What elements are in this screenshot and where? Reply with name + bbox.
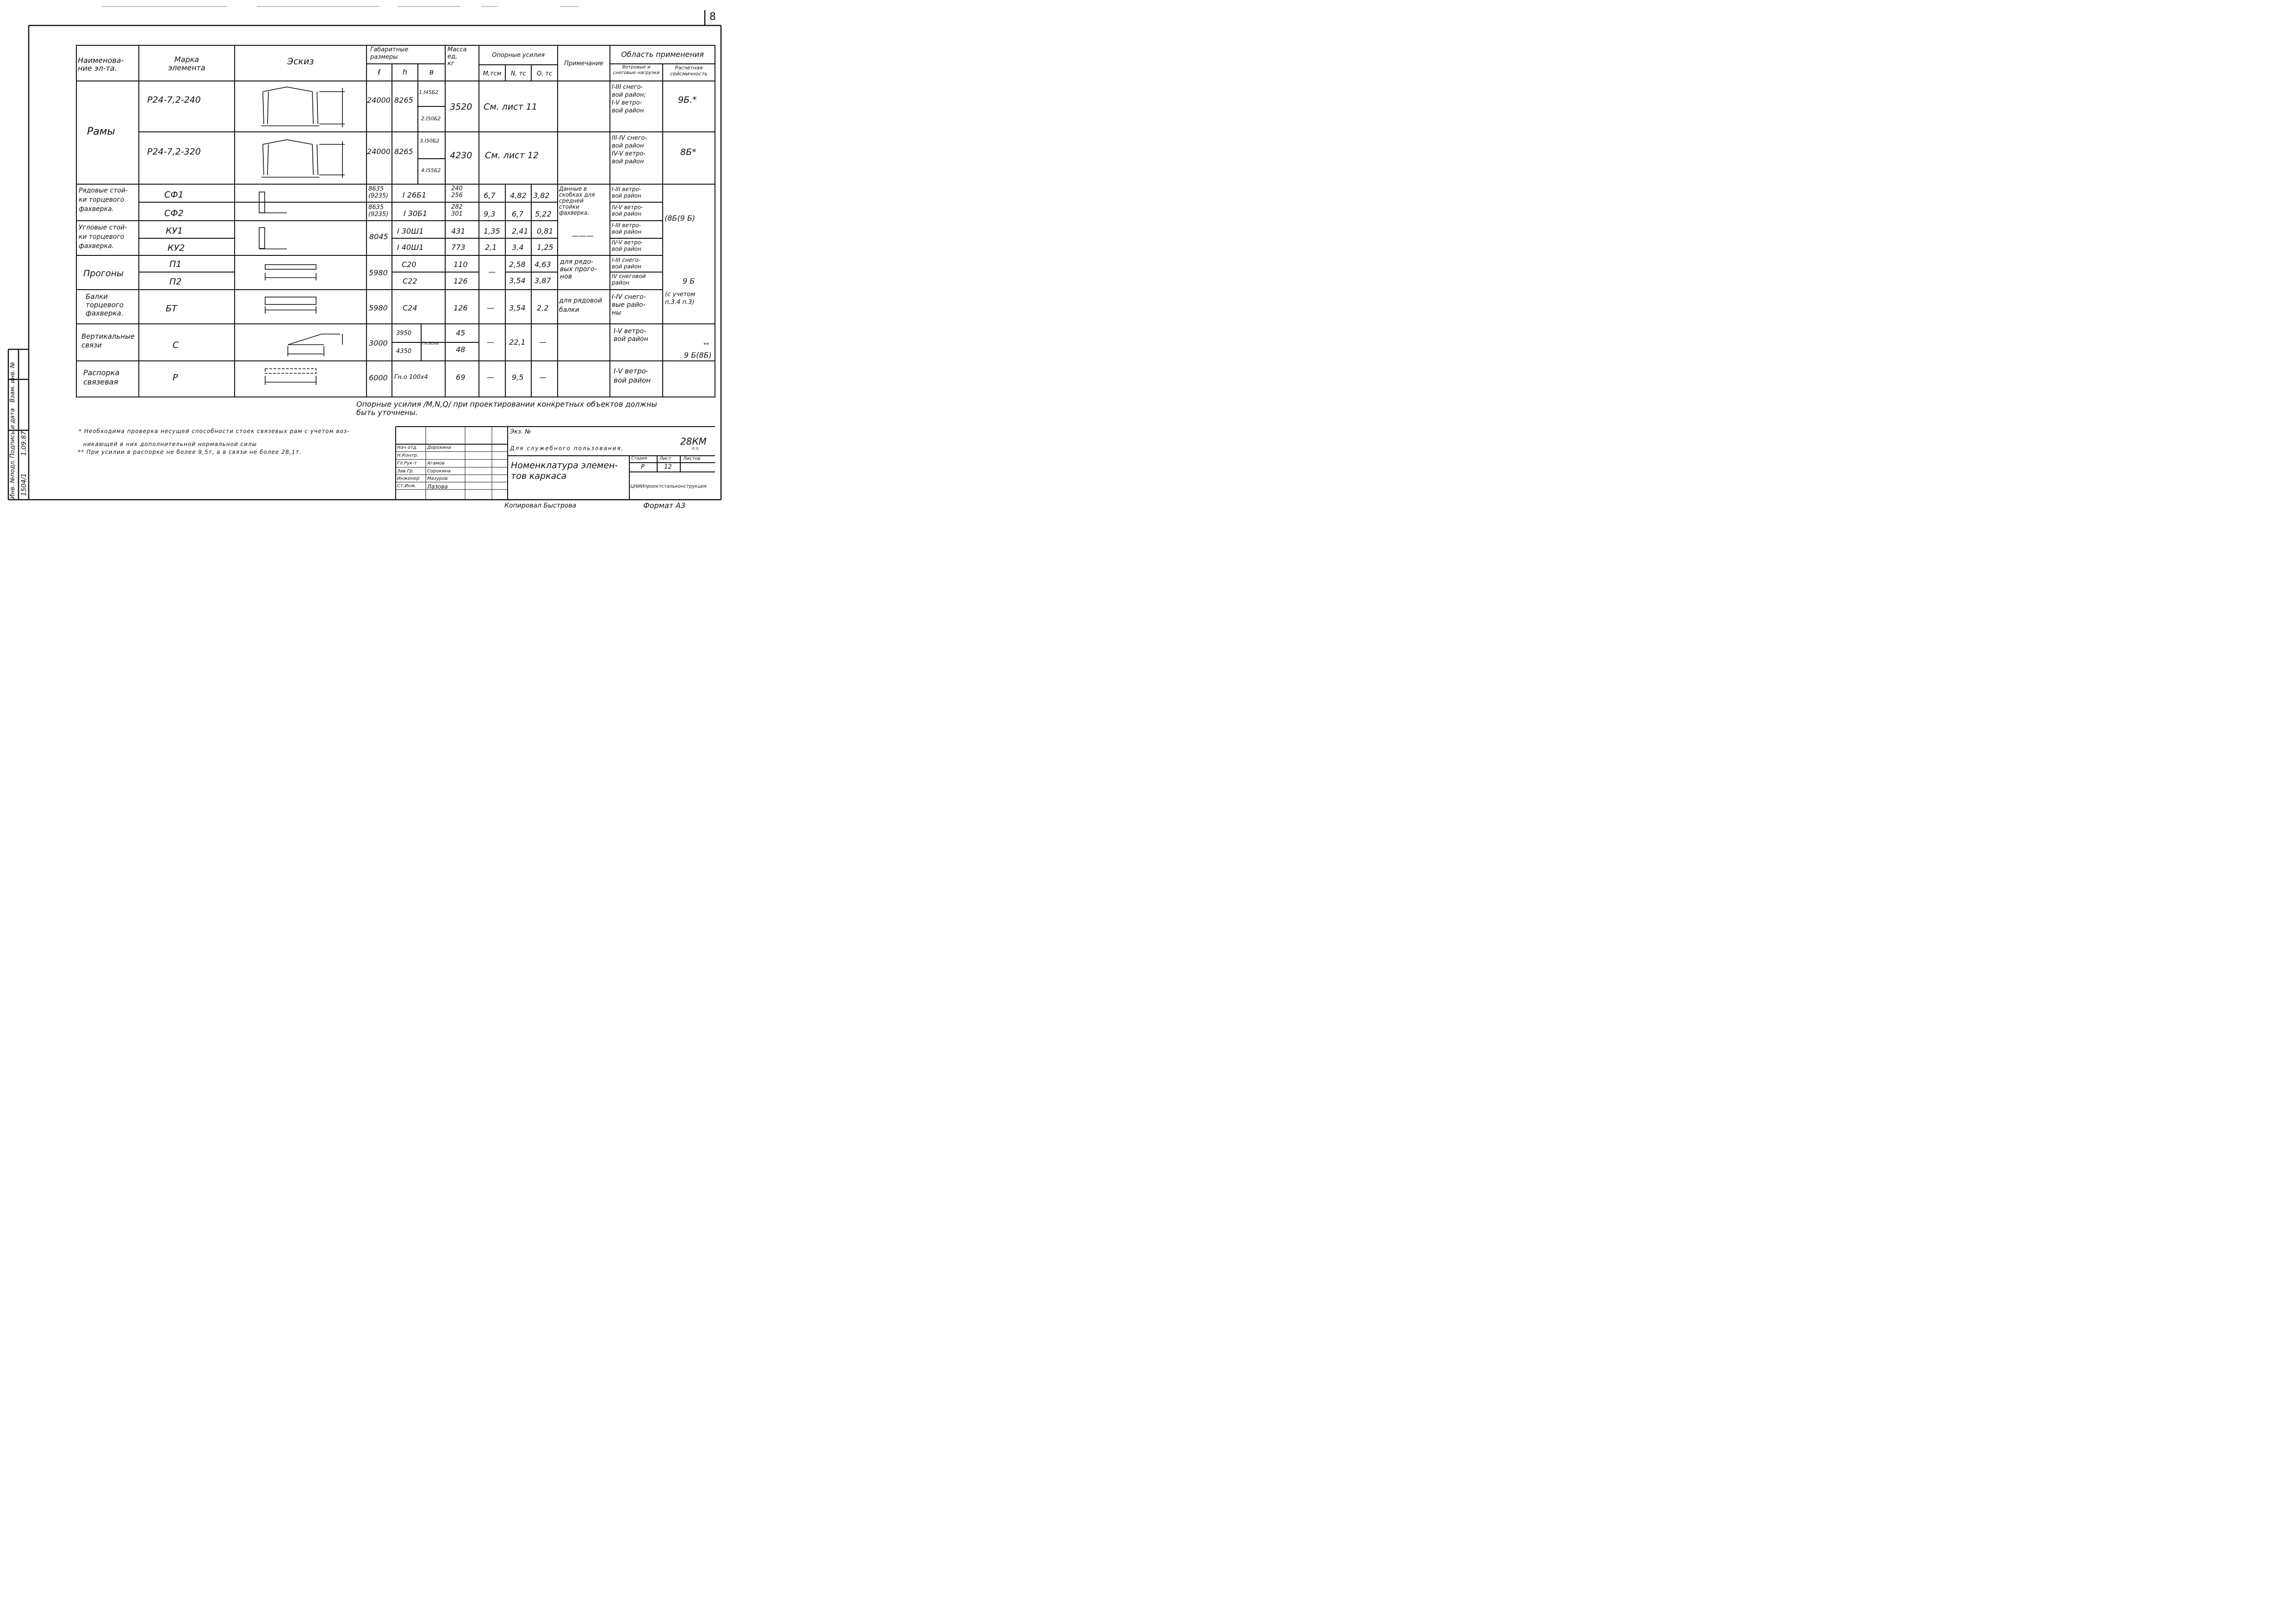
header-scope: Область применения — [621, 50, 704, 59]
cf2-wind: IV-V ветро- вой район — [612, 204, 643, 217]
frame-sketch-1 — [261, 87, 345, 127]
row-frames-name: Рамы — [87, 126, 115, 137]
ku-name: Угловые стой- ки торцевого фахверка. — [79, 224, 127, 250]
tb-role-1: Н.Контр. — [397, 453, 418, 458]
vs-mass2: 48 — [456, 345, 466, 354]
rs-q: — — [539, 373, 547, 382]
seis-middle: (8Б(9 Б) — [665, 214, 696, 223]
rs-wind: I-V ветро- вой район — [614, 367, 651, 384]
vs-b: Гн.80х4 — [422, 341, 439, 346]
frame1-h: 8265 — [394, 96, 413, 105]
vs-n: 22,1 — [509, 338, 526, 347]
page-number: 8 — [709, 11, 716, 23]
cf1-wind: I-III ветро- вой район — [612, 186, 641, 199]
tb-copy-no: Экз. № — [510, 428, 531, 435]
ku-note: ——— — [572, 231, 594, 240]
ku1-q: 0,81 — [537, 227, 553, 236]
frame1-seis: 9Б.* — [678, 95, 697, 105]
bt-name: Балки торцевого фахверка. — [86, 292, 124, 317]
header-forces: Опорные усилия — [492, 52, 545, 59]
tb-role-2: Гл.Рук-т — [397, 461, 417, 466]
note-2: ** При усилии в распорке не более 9,5т, а в связи не более 28,1т. — [78, 449, 302, 455]
ku1-mark: КУ1 — [166, 226, 183, 236]
tb-role-0: Нач отд. — [397, 445, 418, 450]
ku2-wind: IV-V ветро- вой район — [612, 239, 643, 252]
ku2-mark: КУ2 — [168, 243, 185, 253]
tb-role-5: Ст.Инж. — [397, 483, 417, 489]
side-sign-label: Подпись и дата — [9, 408, 16, 458]
rs-mass: 69 — [456, 373, 466, 382]
purlins-name: Прогоны — [83, 268, 124, 279]
vs-mark: С — [173, 340, 179, 350]
cf1-n: 4,82 — [510, 191, 527, 200]
header-dim-h: h — [402, 68, 408, 76]
header-force-n: N, тс — [510, 70, 526, 77]
cf1-mass: 240 256 — [451, 185, 463, 199]
rs-l: 6000 — [369, 373, 388, 382]
frame2-force: См. лист 12 — [485, 150, 539, 161]
tb-name-4: Мазуров — [427, 476, 448, 481]
tb-stage: Р — [641, 464, 645, 471]
p2-b: С22 — [403, 277, 417, 285]
vs-l: 3000 — [369, 339, 388, 347]
brace-sketch — [288, 334, 342, 356]
cf1-q: 3,82 — [533, 191, 550, 200]
frame2-seis: 8Б* — [680, 147, 696, 157]
tb-sheets-h: Листов — [683, 456, 701, 461]
tb-role-3: Зав.Гр. — [397, 469, 414, 474]
tb-name-2: Агамов — [427, 461, 445, 466]
tb-name-3: Сорокина — [427, 469, 451, 474]
frame1-force: См. лист 11 — [484, 102, 537, 112]
ku1-mass: 431 — [451, 227, 466, 236]
header-dim-l: ℓ — [378, 68, 381, 76]
vs-name: Вертикальные связи — [81, 332, 135, 349]
header-dims: Габаритные размеры — [370, 46, 409, 61]
p2-n: 3,54 — [509, 276, 526, 285]
ku2-n: 3,4 — [512, 243, 524, 252]
cf2-l: 8635 (9235) — [368, 204, 389, 218]
frame2-b2: 4.I55Б2 — [421, 167, 441, 174]
vs-h1: 3950 — [396, 330, 412, 337]
vs-q: — — [539, 338, 547, 347]
bt-mass: 126 — [454, 304, 468, 312]
tb-code-sub: п.з. — [692, 446, 700, 451]
tb-name-5: Лазова — [427, 483, 448, 490]
vs-m: — — [487, 338, 494, 347]
header-force-m: М,тсм — [483, 70, 502, 77]
rs-b: Гн.о 100х4 — [394, 374, 428, 381]
header-note: Примечание — [564, 60, 603, 67]
rs-mark: Р — [173, 372, 178, 383]
tb-sheet: 12 — [664, 464, 672, 471]
vs-h2: 4350 — [396, 348, 412, 355]
ku2-b: I 40Ш1 — [397, 243, 424, 252]
frame2-mark: Р24-7,2-320 — [147, 147, 201, 157]
seis-low: 9 Б — [683, 277, 695, 285]
frame1-b1: 1.I45Б2 — [419, 89, 439, 95]
bt-b: С24 — [403, 304, 417, 312]
vs-mass1: 45 — [456, 329, 466, 337]
p1-wind: I-III снего- вой район — [612, 257, 641, 270]
p1-n: 2,58 — [509, 260, 526, 269]
cf2-mass: 282 301 — [451, 204, 463, 217]
tb-service: Для служебного пользования. — [510, 445, 624, 452]
ku1-m: 1,35 — [484, 227, 500, 236]
rs-n: 9,5 — [512, 373, 524, 382]
tb-title: Номенклатура элемен- тов каркаса — [511, 460, 618, 481]
p1-q: 4,63 — [535, 260, 551, 269]
frame1-mass: 3520 — [450, 102, 472, 112]
bt-q: 2,2 — [537, 304, 549, 312]
tb-sheet-h: Лист — [659, 456, 671, 461]
rs-name: Распорка связевая — [83, 368, 120, 386]
purlins-note: для рядо- вых прого- нов — [560, 258, 597, 280]
side-date-value: 1.09.87 — [20, 431, 28, 456]
header-scope-wind: Ветровые и снеговые нагрузки — [613, 65, 660, 75]
p1-mass: 110 — [454, 260, 468, 269]
bt-wind: I-IV снего- вые райо- ны — [612, 293, 646, 316]
frame2-l: 24000 — [367, 147, 391, 156]
p2-wind: IV снеговой район — [612, 273, 646, 286]
ku1-n: 2,41 — [512, 227, 528, 236]
header-dim-b: в — [429, 68, 434, 76]
frame-sketch-2 — [261, 140, 345, 178]
cf-name: Рядовые стой- ки торцевого фахверка. — [79, 187, 128, 213]
tb-name-0: Дорохина — [427, 445, 451, 450]
frame1-wind: I-III снего- вой район; I-V ветро- вой район — [612, 84, 646, 114]
vs-wind: I-V ветро- вой район — [614, 328, 648, 343]
strut-sketch — [265, 369, 316, 385]
frame1-l: 24000 — [367, 96, 391, 105]
bt-mark: БТ — [166, 304, 177, 314]
p1-b: С20 — [402, 260, 416, 269]
cf1-mark: СФ1 — [164, 190, 184, 200]
bt-note: для рядовой балки — [559, 297, 602, 314]
cf2-mark: СФ2 — [164, 208, 184, 218]
header-mass: Масса ед, кг — [447, 46, 467, 67]
seis-vs-star: ** — [703, 341, 709, 348]
ku-l: 8045 — [369, 232, 388, 241]
ku2-mass: 773 — [451, 243, 466, 252]
cf2-q: 5,22 — [535, 210, 552, 218]
cf2-n: 6,7 — [512, 210, 524, 218]
bt-n: 3,54 — [509, 304, 526, 312]
forces-footnote: Опорные усилия /М,N,Q/ при проектировании конкретных объектов должны быть уточнены. — [356, 400, 657, 417]
tb-stage-h: Стадия — [631, 456, 647, 461]
bt-m: — — [487, 304, 494, 312]
purlins-l: 5980 — [369, 268, 388, 277]
p2-mass: 126 — [454, 277, 468, 285]
header-scope-seis: Расчетная сейсмичность — [670, 65, 708, 77]
rs-m: — — [487, 373, 494, 382]
purlins-m: — — [488, 267, 496, 276]
cf2-m: 9,3 — [484, 210, 496, 218]
ku1-wind: I-III ветро- вой район — [612, 222, 641, 235]
ku2-q: 1,25 — [537, 243, 553, 252]
frame2-b1: 3.I50Б2 — [420, 138, 440, 144]
frame1-b2: 2.I50Б2 — [421, 116, 441, 122]
header-name: Наименова- ние эл-та. — [78, 56, 124, 73]
p2-q: 3,87 — [535, 276, 551, 285]
ku1-b: I 30Ш1 — [397, 227, 424, 236]
header-force-q: Q, тс — [536, 70, 553, 77]
paper-format: Формат А3 — [643, 501, 686, 510]
note-1: * Необходима проверка несущей способности стоек связевых рам с учетом воз- никающей в них дополнительной нормальной силы — [79, 428, 350, 447]
frame2-wind: III-IV снего- вой район IV-V ветро- вой район — [612, 135, 647, 165]
frame2-h: 8265 — [394, 147, 413, 156]
side-inv-label: Инв. №подл. — [9, 459, 16, 499]
copied-by: Копировал Быстрова — [504, 502, 577, 509]
frame1-mark: Р24-7,2-240 — [147, 95, 201, 105]
seis-low-note: (с учетом п.3.4 п.3) — [665, 291, 696, 306]
cf2-b: I 30Б1 — [404, 209, 428, 218]
cf1-l: 8635 (9235) — [368, 186, 389, 199]
cf1-m: 6,7 — [484, 191, 496, 200]
cf-note: Данные в скобках для средней стойки фахверка. — [559, 186, 595, 216]
p2-mark: П2 — [169, 277, 182, 287]
header-mark: Марка элемента — [168, 55, 205, 72]
cf1-b: I 26Б1 — [403, 191, 427, 199]
frame2-mass: 4230 — [450, 150, 472, 161]
side-inv-value: 1504/1 — [20, 473, 28, 496]
p1-mark: П1 — [169, 259, 182, 269]
tb-code: 28КМ — [680, 436, 707, 447]
side-inv2-label: Взам. инв. № — [9, 361, 16, 403]
ku2-m: 2,1 — [485, 243, 497, 252]
seis-vs: 9 Б(8Б) — [684, 351, 712, 360]
tb-role-4: Инженер — [397, 476, 420, 481]
bt-l: 5980 — [369, 304, 388, 312]
tb-org: ЦНИИпроектстальконструкция — [630, 484, 707, 489]
header-sketch: Эскиз — [287, 56, 314, 67]
